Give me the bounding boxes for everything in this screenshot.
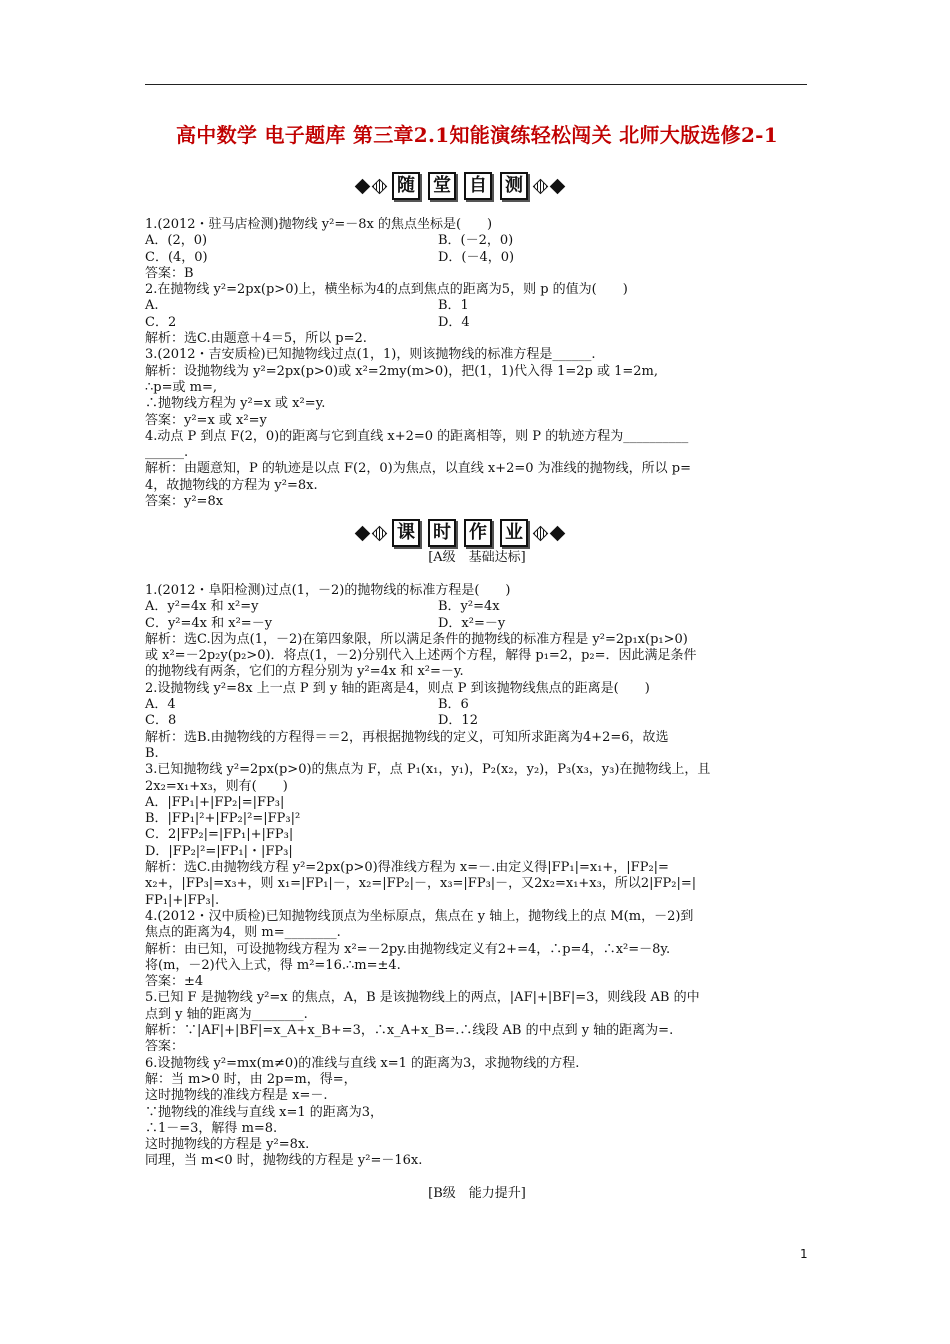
- text-line: 解析：∵|AF|+|BF|=x_A+x_B+=3，∴x_A+x_B=.∴线段 AB 的中点到 y 轴的距离为=.: [145, 1023, 674, 1039]
- banner-char: 自: [464, 172, 492, 200]
- text-line: D．|FP₂|²=|FP₁|・|FP₃|: [145, 843, 293, 859]
- text-line: 将(m，－2)代入上式，得 m²=16.∴m=±4.: [145, 957, 401, 973]
- text-line: 答案：y²=x 或 x²=y: [145, 412, 267, 428]
- text-line: 解：当 m>0 时，由 2p=m，得=，: [145, 1071, 357, 1087]
- banner-char: 堂: [428, 172, 456, 200]
- diamond-icon: [355, 525, 371, 541]
- text-line: ∵抛物线的准线与直线 x=1 的距离为3，: [145, 1104, 384, 1120]
- option-row: [145, 250, 809, 266]
- option-text: C．y²=4x 和 x²=－y: [145, 615, 273, 631]
- option-text: D．(－4，0): [438, 249, 515, 265]
- diamond-icon: [550, 178, 566, 194]
- option-text: B．(－2，0): [438, 233, 514, 249]
- text-line: 4，故抛物线的方程为 y²=8x.: [145, 477, 318, 493]
- option-row: [145, 599, 809, 615]
- option-row: [145, 713, 809, 729]
- text-line: 解析：选C.由题意＋4＝5，所以 p=2.: [145, 331, 367, 347]
- banner-char: 随: [392, 172, 420, 200]
- banner-char: 测: [500, 172, 528, 200]
- text-line: 解析：设抛物线为 y²=2px(p>0)或 x²=2my(m>0)，把(1，1)代入得 1=2p 或 1=2m,: [145, 363, 659, 379]
- text-line: 同理，当 m<0 时，抛物线的方程是 y²=－16x.: [145, 1153, 423, 1169]
- text-line: 这时抛物线的方程是 y²=8x.: [145, 1137, 310, 1153]
- header-rule: [145, 84, 807, 85]
- text-line: 3.已知抛物线 y²=2px(p>0)的焦点为 F，点 P₁(x₁，y₁)，P₂(x₂，y₂)，P₃(x₃，y₃)在抛物线上，且: [145, 762, 711, 778]
- hatched-diamond-icon: [533, 178, 549, 194]
- option-row: [145, 298, 809, 314]
- text-line: 1.(2012・阜阳检测)过点(1，－2)的抛物线的标准方程是( ): [145, 583, 511, 598]
- option-text: C．8: [145, 713, 177, 729]
- homework-section: [145, 583, 809, 1170]
- hatched-diamond-icon: [533, 525, 549, 541]
- hatched-diamond-icon: [372, 178, 388, 194]
- option-text: A．4: [145, 697, 176, 713]
- hatched-diamond-icon: [372, 525, 388, 541]
- text-line: C．2|FP₂|=|FP₁|+|FP₃|: [145, 827, 294, 843]
- text-line: ∴p=或 m=,: [145, 379, 217, 395]
- option-text: B．6: [438, 697, 469, 713]
- text-line: 或 x²=－2p₂y(p₂>0)．将点(1，－2)分别代入上述两个方程，解得 p₁=2，p₂=．因此满足条件: [145, 648, 697, 664]
- text-line: 1.(2012・驻马店检测)抛物线 y²=－8x 的焦点坐标是( ): [145, 217, 493, 232]
- option-text: A.: [145, 298, 159, 314]
- text-line: B．|FP₁|²+|FP₂|²=|FP₃|²: [145, 811, 301, 827]
- text-line: 答案：y²=8x: [145, 494, 224, 510]
- practice-section: [145, 217, 809, 510]
- option-row: [145, 616, 809, 632]
- text-line: 2.在抛物线 y²=2px(p>0)上，横坐标为4的点到焦点的距离为5，则 p 的值为( ): [145, 282, 628, 298]
- option-row: [145, 233, 809, 249]
- text-line: 答案：B: [145, 265, 194, 281]
- option-text: A．(2，0): [145, 233, 208, 249]
- text-line: 这时抛物线的准线方程是 x=－.: [145, 1088, 328, 1104]
- text-line: 4.(2012・汉中质检)已知抛物线顶点为坐标原点，焦点在 y 轴上，抛物线上的点 M(m，－2)到: [145, 908, 694, 924]
- option-text: C．(4，0): [145, 249, 208, 265]
- text-line: 答案：: [145, 1039, 185, 1055]
- diamond-icon: [355, 178, 371, 194]
- text-line: 5.已知 F 是抛物线 y²=x 的焦点，A，B 是该抛物线上的两点，|AF|+|BF|=3，则线段 AB 的中: [145, 990, 700, 1006]
- option-row: [145, 697, 809, 713]
- section-banner-homework: [340, 519, 580, 547]
- banner-char: 作: [464, 519, 492, 547]
- text-line: x₂+，|FP₃|=x₃+，则 x₁=|FP₁|－，x₂=|FP₂|－，x₃=|FP₃|－，又2x₂=x₁+x₃，所以2|FP₂|=|: [145, 876, 697, 892]
- banner-char: 时: [428, 519, 456, 547]
- text-line: ∴抛物线方程为 y²=x 或 x²=y.: [145, 396, 326, 412]
- text-line: 解析：由已知，可设抛物线方程为 x²=－2py.由抛物线定义有2+=4，∴p=4，∴x²=－8y.: [145, 941, 671, 957]
- diamond-icon: [550, 525, 566, 541]
- text-line: 解析：选C.由抛物线方程 y²=2px(p>0)得准线方程为 x=－.由定义得|FP₁|=x₁+，|FP₂|=: [145, 860, 669, 876]
- text-line: 4.动点 P 到点 F(2，0)的距离与它到直线 x+2=0 的距离相等，则 P 的轨迹方程为__________: [145, 428, 689, 444]
- text-line: 6.设抛物线 y²=mx(m≠0)的准线与直线 x=1 的距离为3，求抛物线的方程.: [145, 1055, 580, 1071]
- text-line: 点到 y 轴的距离为________.: [145, 1006, 308, 1022]
- level-b-heading: [B级 能力提升]: [428, 1186, 526, 1201]
- option-row: [145, 315, 809, 331]
- text-line: FP₁|+|FP₃|.: [145, 892, 220, 908]
- option-text: B．y²=4x: [438, 599, 500, 615]
- section-banner-practice: [340, 172, 580, 200]
- banner-char: 业: [500, 519, 528, 547]
- text-line: ______.: [145, 445, 189, 461]
- text-line: 解析：选C.因为点(1，－2)在第四象限，所以满足条件的抛物线的标准方程是 y²=2p₁x(p₁>0): [145, 631, 688, 647]
- text-line: 3.(2012・吉安质检)已知抛物线过点(1，1)，则该抛物线的标准方程是______.: [145, 347, 596, 363]
- page-number: 1: [800, 1247, 808, 1261]
- text-line: 的抛物线有两条，它们的方程分别为 y²=4x 和 x²=－y.: [145, 664, 464, 680]
- text-line: 解析：选B.由抛物线的方程得＝＝2，再根据抛物线的定义，可知所求距离为4+2=6，故选: [145, 729, 669, 745]
- option-text: D．x²=－y: [438, 615, 506, 631]
- option-text: D．12: [438, 713, 478, 729]
- text-line: A．|FP₁|+|FP₂|=|FP₃|: [145, 794, 285, 810]
- level-b-heading-wrap: [145, 1186, 809, 1202]
- page-title: 高中数学 电子题库 第三章2.1知能演练轻松闯关 北师大版选修2-1: [175, 123, 778, 147]
- option-text: C．2: [145, 314, 177, 330]
- text-line: B.: [145, 745, 159, 761]
- text-line: 2.设抛物线 y²=8x 上一点 P 到 y 轴的距离是4，则点 P 到该抛物线焦点的距离是( ): [145, 680, 650, 696]
- text-line: 解析：由题意知，P 的轨迹是以点 F(2，0)为焦点，以直线 x+2=0 为准线的抛物线，所以 p=: [145, 461, 691, 477]
- text-line: ∴1－=3，解得 m=8.: [145, 1120, 278, 1136]
- level-a-heading: [A级 基础达标]: [428, 550, 526, 565]
- text-line: 2x₂=x₁+x₃，则有( ): [145, 778, 288, 794]
- option-text: D．4: [438, 314, 470, 330]
- text-line: 答案：±4: [145, 974, 204, 990]
- banner-char: 课: [392, 519, 420, 547]
- option-text: B．1: [438, 298, 469, 314]
- option-text: A．y²=4x 和 x²=y: [145, 599, 259, 615]
- level-a-heading-wrap: [145, 550, 809, 566]
- text-line: 焦点的距离为4，则 m=________.: [145, 925, 341, 941]
